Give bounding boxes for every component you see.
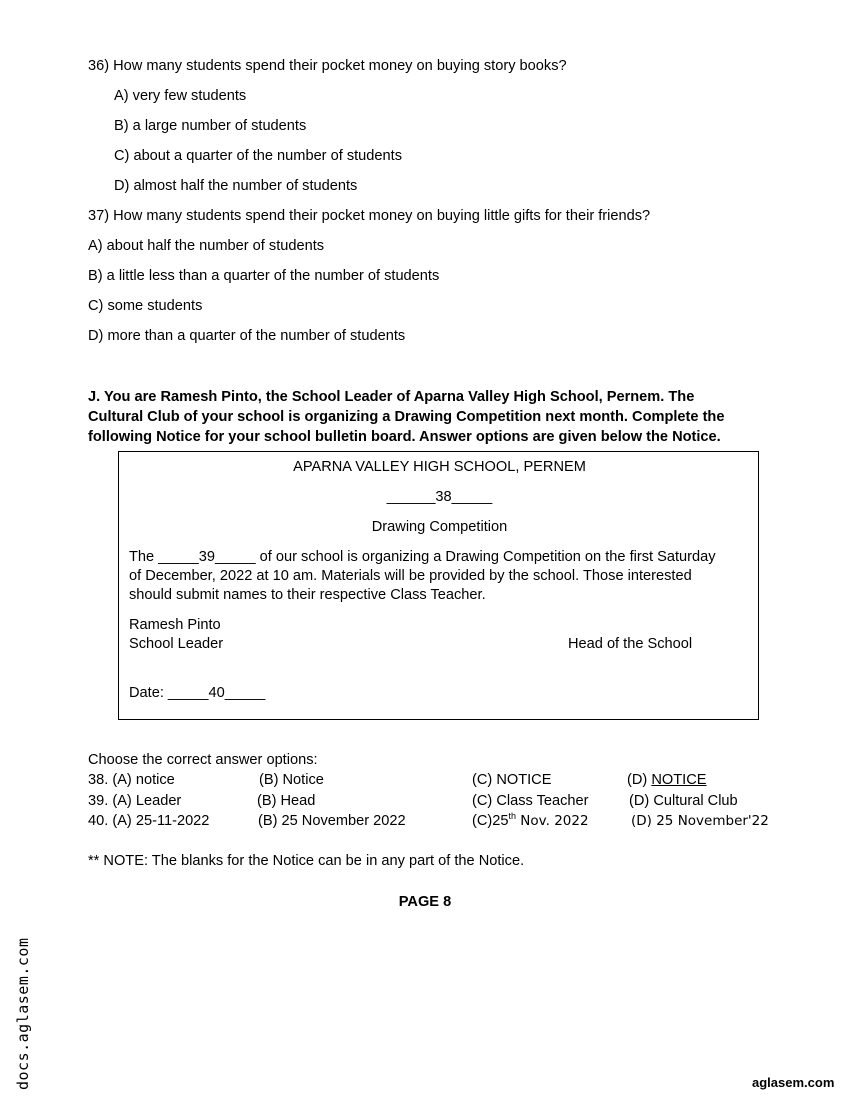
q40-option-d: (D) 25 November'22: [631, 813, 769, 829]
section-j-line-1: J. You are Ramesh Pinto, the School Leader of Aparna Valley High School, Pernem. The: [88, 389, 695, 405]
answer-options-heading: Choose the correct answer options:: [88, 752, 318, 768]
q37-option-c: C) some students: [88, 298, 203, 314]
q38-option-d-prefix: (D): [627, 772, 652, 788]
q40-option-a: 40. (A) 25-11-2022: [88, 813, 210, 829]
question-37: 37) How many students spend their pocket money on buying little gifts for their friends?: [88, 208, 651, 224]
q38-option-c: (C) NOTICE: [472, 772, 552, 788]
q36-option-b: B) a large number of students: [114, 118, 307, 134]
q37-option-d: D) more than a quarter of the number of students: [88, 328, 406, 344]
notice-box: [118, 451, 759, 720]
notice-signatory-name: Ramesh Pinto: [129, 617, 221, 633]
notice-blank-38: ______38_____: [386, 489, 493, 505]
q37-option-a: A) about half the number of students: [88, 238, 325, 254]
footer-brand[interactable]: aglasem.com: [752, 1075, 835, 1090]
q39-option-d: (D) Cultural Club: [629, 793, 738, 809]
q36-option-d: D) almost half the number of students: [114, 178, 358, 194]
q40-option-c-suffix: Nov. 2022: [516, 813, 589, 829]
section-j-line-2: Cultural Club of your school is organizing a Drawing Competition next month. Complete the: [88, 409, 725, 425]
q36-option-a: A) very few students: [114, 88, 247, 104]
q40-option-c-sup: th: [508, 811, 517, 822]
section-j-line-3: following Notice for your school bulletin board. Answer options are given below the Notice.: [88, 429, 721, 445]
watermark: docs.aglasem.com: [14, 937, 32, 1090]
notice-signatory-title: School Leader: [129, 636, 224, 652]
question-36: 36) How many students spend their pocket money on buying story books?: [88, 58, 567, 74]
note-text: ** NOTE: The blanks for the Notice can be in any part of the Notice.: [88, 853, 525, 869]
notice-head-label: Head of the School: [568, 636, 693, 652]
q36-option-c: C) about a quarter of the number of students: [114, 148, 402, 164]
q39-option-c: (C) Class Teacher: [472, 793, 589, 809]
q40-option-c: [472, 812, 589, 830]
notice-body-line-2: of December, 2022 at 10 am. Materials will be provided by the school. Those interested: [129, 568, 692, 584]
q39-option-a: 39. (A) Leader: [88, 793, 182, 809]
notice-title: Drawing Competition: [371, 519, 508, 535]
notice-school-name: APARNA VALLEY HIGH SCHOOL, PERNEM: [293, 459, 586, 475]
q38-option-d-value: NOTICE: [651, 772, 707, 788]
page-label: PAGE 8: [398, 894, 452, 910]
notice-body-line-1: The _____39_____ of our school is organizing a Drawing Competition on the first Saturday: [129, 549, 716, 565]
notice-body-line-3: should submit names to their respective Class Teacher.: [129, 587, 486, 603]
q38-option-b: (B) Notice: [259, 772, 324, 788]
q38-option-a: 38. (A) notice: [88, 772, 175, 788]
notice-date-line: Date: _____40_____: [129, 685, 266, 701]
q38-option-d: [627, 771, 706, 789]
q40-option-b: (B) 25 November 2022: [258, 813, 406, 829]
q39-option-b: (B) Head: [257, 793, 316, 809]
q37-option-b: B) a little less than a quarter of the number of students: [88, 268, 440, 284]
q40-option-c-prefix: (C)25: [472, 813, 509, 829]
